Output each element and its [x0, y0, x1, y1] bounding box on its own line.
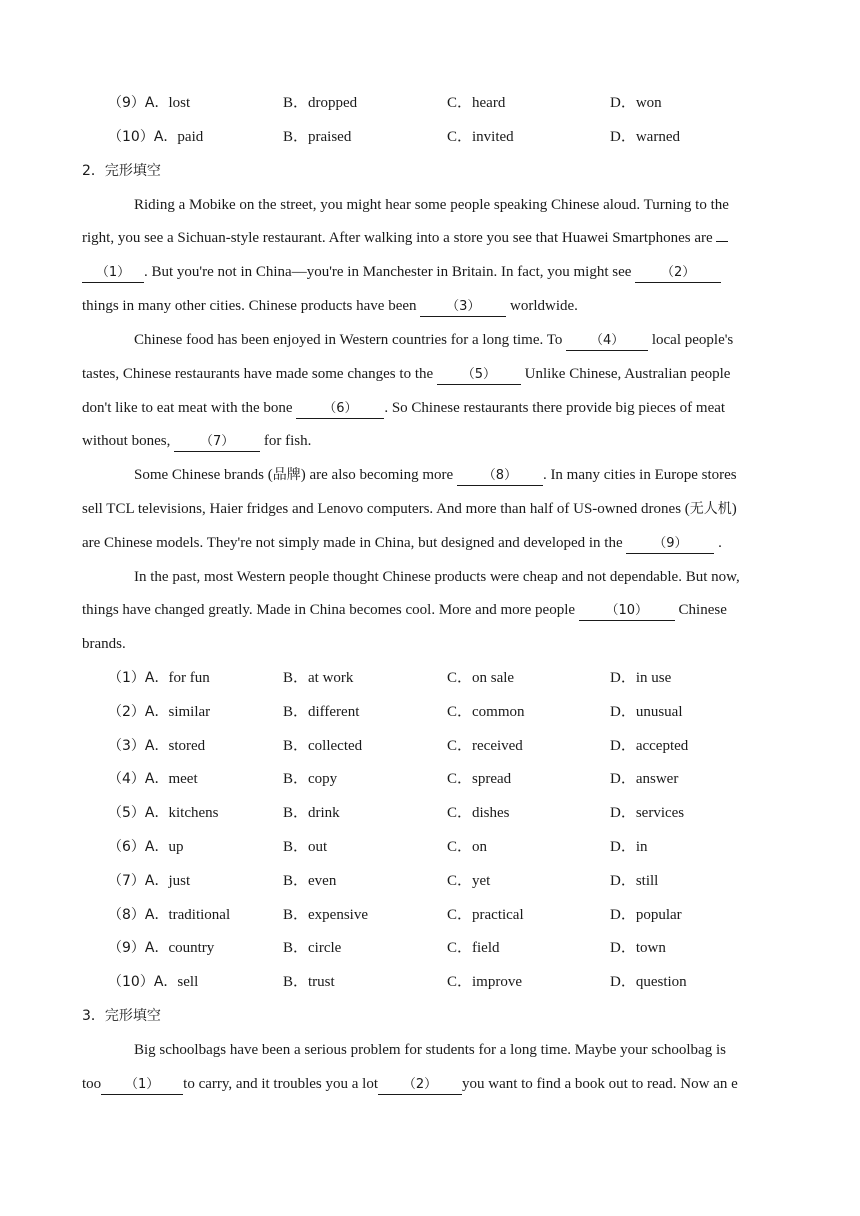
passage-line: right, you see a Sichuan-style restaurant. After walking into a store you see that Huawei Smartphones are [82, 228, 782, 248]
option-b: B．copy [283, 771, 338, 787]
option-d: D．in use [610, 670, 672, 686]
option-a: （10）A．sell [108, 974, 199, 990]
passage-line: Big schoolbags have been a serious problem for students for a long time. Maybe your schoolbag is [134, 1042, 726, 1058]
blank-5[interactable]: （5） [437, 366, 521, 385]
option-b: B．drink [283, 805, 340, 821]
option-b: B．collected [283, 738, 363, 754]
option-b: B．praised [283, 129, 352, 145]
passage-line: tastes, Chinese restaurants have made some changes to the （5） Unlike Chinese, Australian people [82, 364, 782, 385]
option-c: C．field [447, 940, 500, 956]
option-d: D．answer [610, 771, 679, 787]
option-c: C．on sale [447, 670, 515, 686]
option-d: D．won [610, 95, 662, 111]
option-a: （2）A．similar [108, 704, 211, 720]
passage-line: things in many other cities. Chinese products have been （3） worldwide. [82, 296, 782, 317]
option-b: B．trust [283, 974, 335, 990]
passage-line: Riding a Mobike on the street, you might hear some people speaking Chinese aloud. Turning to the [134, 197, 729, 213]
blank[interactable] [716, 241, 728, 242]
blank-1[interactable]: （1） [101, 1076, 183, 1095]
passage-line: are Chinese models. They're not simply made in China, but designed and developed in the （9） . [82, 533, 782, 554]
blank-9[interactable]: （9） [626, 535, 714, 554]
option-b: B．expensive [283, 907, 368, 923]
option-d: D．still [610, 873, 659, 889]
option-c: C．heard [447, 95, 506, 111]
option-b: B．out [283, 839, 328, 855]
option-d: D．popular [610, 907, 682, 923]
option-b: B．different [283, 704, 360, 720]
option-row-3 [108, 736, 808, 756]
blank-7[interactable]: （7） [174, 433, 260, 452]
blank-6[interactable]: （6） [296, 400, 384, 419]
option-c: C．practical [447, 907, 524, 923]
option-row-2 [108, 702, 808, 722]
option-row-prev-9 [108, 93, 808, 113]
passage-line: things have changed greatly. Made in China becomes cool. More and more people （10） Chinese [82, 600, 782, 621]
option-c: C．yet [447, 873, 491, 889]
option-d: D．services [610, 805, 685, 821]
option-b: B．even [283, 873, 337, 889]
blank-4[interactable]: （4） [566, 332, 648, 351]
option-row-5 [108, 803, 808, 823]
option-d: D．question [610, 974, 687, 990]
option-b: B．dropped [283, 95, 358, 111]
option-d: D．unusual [610, 704, 683, 720]
passage-line: （1） . But you're not in China—you're in Manchester in Britain. In fact, you might see （2） [82, 262, 782, 283]
option-a: （10）A．paid [108, 129, 204, 145]
passage-line: don't like to eat meat with the bone （6） . So Chinese restaurants there provide big pieces of meat [82, 398, 782, 419]
option-a: （8）A．traditional [108, 907, 231, 923]
option-d: D．in [610, 839, 648, 855]
option-d: D．accepted [610, 738, 689, 754]
option-a: （1）A．for fun [108, 670, 210, 686]
blank-8[interactable]: （8） [457, 467, 543, 486]
option-c: C．on [447, 839, 488, 855]
passage-line: In the past, most Western people thought Chinese products were cheap and not dependable. But now, [134, 569, 740, 585]
option-d: D．town [610, 940, 666, 956]
option-c: C．improve [447, 974, 522, 990]
option-c: C．invited [447, 129, 514, 145]
section-2-heading: 2．完形填空 [82, 163, 161, 179]
blank-1[interactable]: （1） [82, 264, 144, 283]
passage-line: too （1） to carry, and it troubles you a lot （2） you want to find a book out to read. Now an e [82, 1074, 782, 1095]
option-row-9 [108, 938, 808, 958]
option-a: （3）A．stored [108, 738, 206, 754]
option-row-10 [108, 972, 808, 992]
option-row-4 [108, 769, 808, 789]
option-row-prev-10 [108, 127, 808, 147]
option-c: C．dishes [447, 805, 510, 821]
passage-line: Chinese food has been enjoyed in Western countries for a long time. To （4） local people's [82, 330, 834, 351]
option-a: （9）A．lost [108, 95, 191, 111]
passage-line: brands. [82, 636, 126, 652]
option-c: C．common [447, 704, 525, 720]
option-row-1 [108, 668, 808, 688]
option-c: C．spread [447, 771, 512, 787]
option-c: C．received [447, 738, 523, 754]
blank-2[interactable]: （2） [378, 1076, 462, 1095]
blank-3[interactable]: （3） [420, 298, 506, 317]
passage-line: sell TCL televisions, Haier fridges and Lenovo computers. And more than half of US-owned drones (无人机) [82, 501, 737, 517]
option-a: （6）A．up [108, 839, 184, 855]
option-a: （7）A．just [108, 873, 191, 889]
option-row-6 [108, 837, 808, 857]
option-a: （9）A．country [108, 940, 215, 956]
blank-2[interactable]: （2） [635, 264, 721, 283]
passage-line: Some Chinese brands (品牌) are also becoming more （8） . In many cities in Europe stores [82, 465, 834, 486]
option-d: D．warned [610, 129, 680, 145]
option-row-7 [108, 871, 808, 891]
blank-10[interactable]: （10） [579, 602, 675, 621]
option-b: B．at work [283, 670, 354, 686]
section-3-heading: 3．完形填空 [82, 1008, 161, 1024]
option-row-8 [108, 905, 808, 925]
option-a: （4）A．meet [108, 771, 198, 787]
passage-line: without bones, （7） for fish. [82, 431, 782, 452]
option-b: B．circle [283, 940, 342, 956]
option-a: （5）A．kitchens [108, 805, 219, 821]
